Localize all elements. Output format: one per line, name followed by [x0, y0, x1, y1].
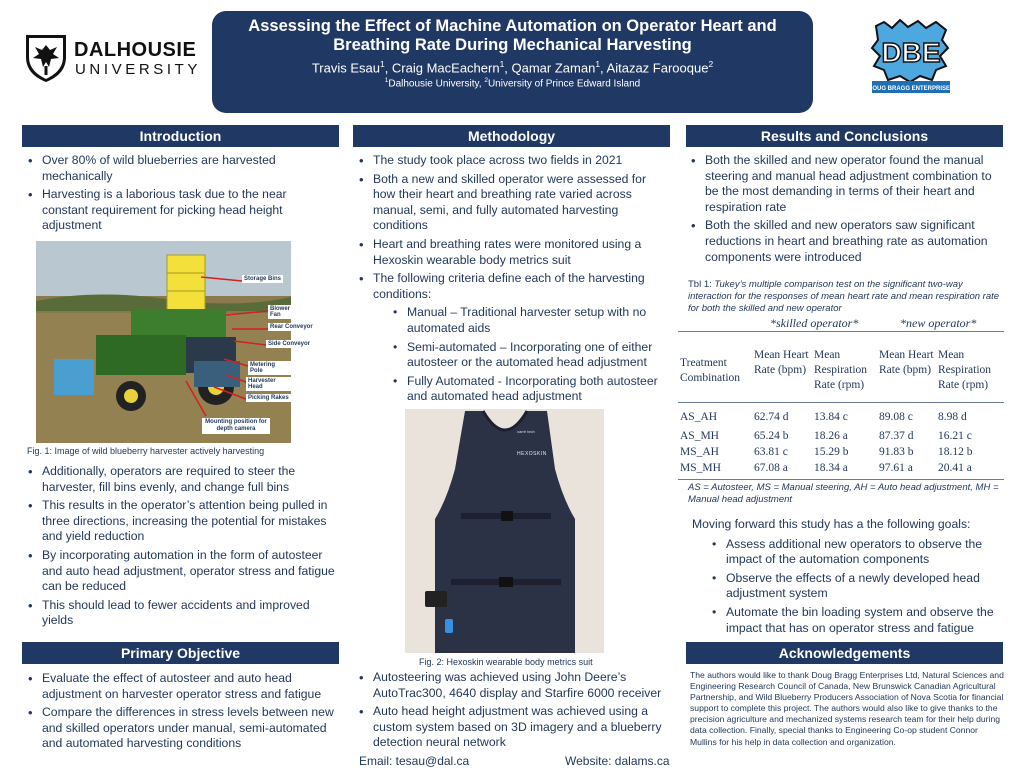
table-group-skilled: *skilled operator*: [770, 316, 859, 330]
list-item: • This results in the operator’s attention being pulled in three directions, increasing the potential for mistakes and yield reduction: [26, 498, 338, 545]
affiliation-number: 1: [384, 77, 389, 85]
table-group-new: *new operator*: [900, 316, 977, 330]
table-cell: 87.37 d: [879, 430, 914, 442]
hexoskin-shirt-illustration: [405, 409, 604, 653]
list-item: • Both a new and skilled operator were assessed for how their heart and breathing rate varied across manual, semi, and fully automated harvesting conditions: [357, 172, 669, 234]
affiliations: $^1$Dalhousie University, $^2$University of Prince Edward Island: [384, 77, 641, 90]
methodology-after-text: [357, 670, 671, 754]
table-cell: 16.21 c: [938, 430, 972, 442]
objective-heading: Primary Objective: [22, 642, 339, 664]
sub-list-item: • Automate the bin loading system and observe the impact that has on operator stress and fatigue: [692, 605, 1004, 636]
table-caption-text: Tukey’s multiple comparison test on the significant two-way interaction for the responses of mean heart rate and mean respiration rate for both the skilled and new operator: [688, 279, 1000, 314]
list-item: • Auto head height adjustment was achieved using a custom system based on 3D imagery and a blueberry detection neural network: [357, 704, 671, 751]
acknowledgements-text: The authors would like to thank Doug Bragg Enterprises Ltd, Natural Sciences and Engineering Research Council of Canada, New Brunswick Canadian Agricultural Partnership, and Wild Blueberry Producers Association of Nova Scotia for financial support to complete this project. The authors would also like to give thanks to the precision agriculture and mechanized systems research team for their help during data collection. Finally, special thanks to Engineering Co-op student Connor Mullins for his help in data collection and organization.: [690, 670, 1004, 747]
table-header: Mean Respiration Rate (rpm): [938, 349, 992, 391]
author-affiliation-mark: 1: [595, 59, 601, 69]
list-item: • By incorporating automation in the form of autosteer and auto head adjustment, operator stress and fatigue can be reduced: [26, 548, 338, 595]
list-item: • Compare the differences in stress levels between new and skilled operators under manual, semi-automated and automated harvesting conditions: [26, 705, 338, 752]
author-list: Travis Esau$^1$, Craig MacEachern$^1$, Qamar Zaman$^1$, Aitazaz Farooque$^2$: [311, 59, 714, 76]
figure-1-caption: Fig. 1: Image of wild blueberry harvester actively harvesting: [27, 446, 265, 456]
harvester-photo: [36, 241, 313, 443]
table-rule: [678, 331, 1004, 332]
future-goals-intro: Moving forward this study has a the following goals:: [692, 517, 971, 531]
list-item: • Additionally, operators are required to steer the harvester, fill bins evenly, and change full bins: [26, 464, 338, 495]
table-cell: 67.08 a: [754, 462, 788, 474]
results-text: [689, 153, 1001, 268]
list-item: • Autosteering was achieved using John Deere’s AutoTrac300, 4640 display and Starfire 6000 receiver: [357, 670, 671, 701]
table-cell: AS_AH: [680, 411, 718, 423]
objective-text: [26, 671, 338, 755]
list-item: • Evaluate the effect of autosteer and auto head adjustment on harvester operator stress and fatigue: [26, 671, 338, 702]
figure-label: Picking Rakes: [248, 395, 289, 401]
author-name: Aitazaz Farooque: [606, 60, 709, 76]
table-cell: 63.81 c: [754, 446, 788, 458]
website-link[interactable]: Website: dalams.ca: [565, 754, 670, 768]
table-rule: [678, 479, 1004, 480]
table-header: Treatment Combination: [680, 357, 741, 384]
table-cell: 13.84 c: [814, 411, 848, 423]
table-cell: 89.08 c: [879, 411, 913, 423]
methodology-heading: Methodology: [353, 125, 670, 147]
dbe-mark: DBE: [881, 37, 941, 68]
dalhousie-shield-icon: [24, 33, 68, 83]
doug-bragg-enterprises-logo: [867, 18, 955, 94]
hexoskin-photo: [405, 409, 604, 653]
list-item: • Harvesting is a laborious task due to the near constant requirement for picking head height adjustment: [26, 187, 336, 234]
sub-list-item: • Fully Automated - Incorporating both autosteer and automated head adjustment: [373, 374, 669, 405]
author-name: Craig MacEachern: [391, 60, 500, 76]
future-goals: [692, 517, 1004, 639]
affiliation-name: Dalhousie University: [388, 78, 479, 90]
table-cell: 18.12 b: [938, 446, 973, 458]
list-item-text: The following criteria define each of the harvesting conditions:: [373, 271, 645, 301]
svg-text:carré tech: carré tech: [517, 429, 535, 434]
table-caption: [688, 279, 1006, 315]
table-header: Mean Heart Rate (bpm): [754, 349, 809, 376]
table-cell: 18.26 a: [814, 430, 848, 442]
list-item: [357, 271, 669, 405]
dalhousie-logo: [24, 33, 204, 85]
author-affiliation-mark: 1: [499, 59, 505, 69]
figure-label: Mounting position for depth camera: [202, 418, 270, 434]
author-affiliation-mark: 1: [379, 59, 385, 69]
dalhousie-wordmark: DALHOUSIE: [74, 39, 197, 61]
table-cell: MS_MH: [680, 462, 721, 474]
table-cell: 91.83 b: [879, 446, 914, 458]
list-item: • Heart and breathing rates were monitored using a Hexoskin wearable body metrics suit: [357, 237, 669, 268]
introduction-bottom-text: [26, 464, 338, 632]
list-item: • This should lead to fewer accidents and improved yields: [26, 598, 338, 629]
author-name: Qamar Zaman: [511, 60, 596, 76]
list-item: • Both the skilled and new operators saw significant reductions in heart and breathing rate as automation components were introduced: [689, 218, 1001, 265]
table-header: Mean Heart Rate (bpm): [879, 349, 934, 376]
methodology-text: [357, 153, 669, 408]
list-item: • The study took place across two fields in 2021: [357, 153, 669, 169]
table-caption-prefix: Tbl 1:: [688, 279, 715, 290]
introduction-heading: Introduction: [22, 125, 339, 147]
figure-label: Storage Bins: [244, 276, 282, 282]
table-cell: 15.29 b: [814, 446, 849, 458]
introduction-top-text: [26, 153, 336, 237]
list-item: • Over 80% of wild blueberries are harvested mechanically: [26, 153, 336, 184]
table-header: Mean Respiration Rate (rpm): [814, 349, 868, 391]
table-cell: AS_MH: [680, 430, 719, 442]
table-cell: 8.98 d: [938, 411, 967, 423]
author-affiliation-mark: 2: [708, 59, 714, 69]
table-footnote: AS = Autosteer, MS = Manual steering, AH = Auto head adjustment, MH = Manual head adjustment: [688, 482, 999, 505]
sub-list-item: • Semi-automated – Incorporating one of either autosteer or the automated head adjustment: [373, 340, 669, 371]
hexoskin-brand-label: HEXOSKIN: [517, 451, 547, 457]
table-cell: 62.74 d: [754, 411, 789, 423]
sub-list-item: • Observe the effects of a newly developed head adjustment system: [692, 571, 1004, 602]
figure-label: Rear Conveyor: [270, 324, 313, 330]
table-cell: 97.61 a: [879, 462, 913, 474]
author-name: Travis Esau: [311, 60, 380, 76]
table-cell: 65.24 b: [754, 430, 789, 442]
table-cell: MS_AH: [680, 446, 719, 458]
harvester-illustration: [36, 241, 291, 443]
dbe-company-name: DOUG BRAGG ENTERPRISES: [867, 86, 955, 92]
sub-list-item: • Manual – Traditional harvester setup with no automated aids: [373, 305, 669, 336]
figure-label: Metering Pole: [248, 361, 291, 375]
table-cell: 20.41 a: [938, 462, 972, 474]
figure-label: Harvester Head: [246, 377, 291, 391]
sub-list-item: • Assess additional new operators to observe the impact of the automation components: [692, 537, 1004, 568]
results-heading: Results and Conclusions: [686, 125, 1003, 147]
figure-label: Blower Fan: [270, 306, 291, 318]
title-banner: [212, 11, 813, 113]
figure-2-caption: Fig. 2: Hexoskin wearable body metrics suit: [419, 657, 593, 667]
list-item: • Both the skilled and new operator found the manual steering and manual head adjustment combination to be the most demanding in terms of their heart and respiration rate: [689, 153, 1001, 215]
table-rule: [678, 402, 1004, 403]
contact-email[interactable]: Email: tesau@dal.ca: [359, 754, 470, 768]
acknowledgements-heading: Acknowledgements: [686, 642, 1003, 664]
university-wordmark: UNIVERSITY: [75, 61, 202, 78]
affiliation-name: University of Prince Edward Island: [487, 78, 641, 90]
poster-title: Assessing the Effect of Machine Automation on Operator Heart and Breathing Rate During Mechanical Harvesting: [248, 17, 777, 54]
figure-label: Side Conveyor: [268, 341, 311, 347]
affiliation-number: 2: [484, 77, 488, 85]
table-cell: 18.34 a: [814, 462, 848, 474]
